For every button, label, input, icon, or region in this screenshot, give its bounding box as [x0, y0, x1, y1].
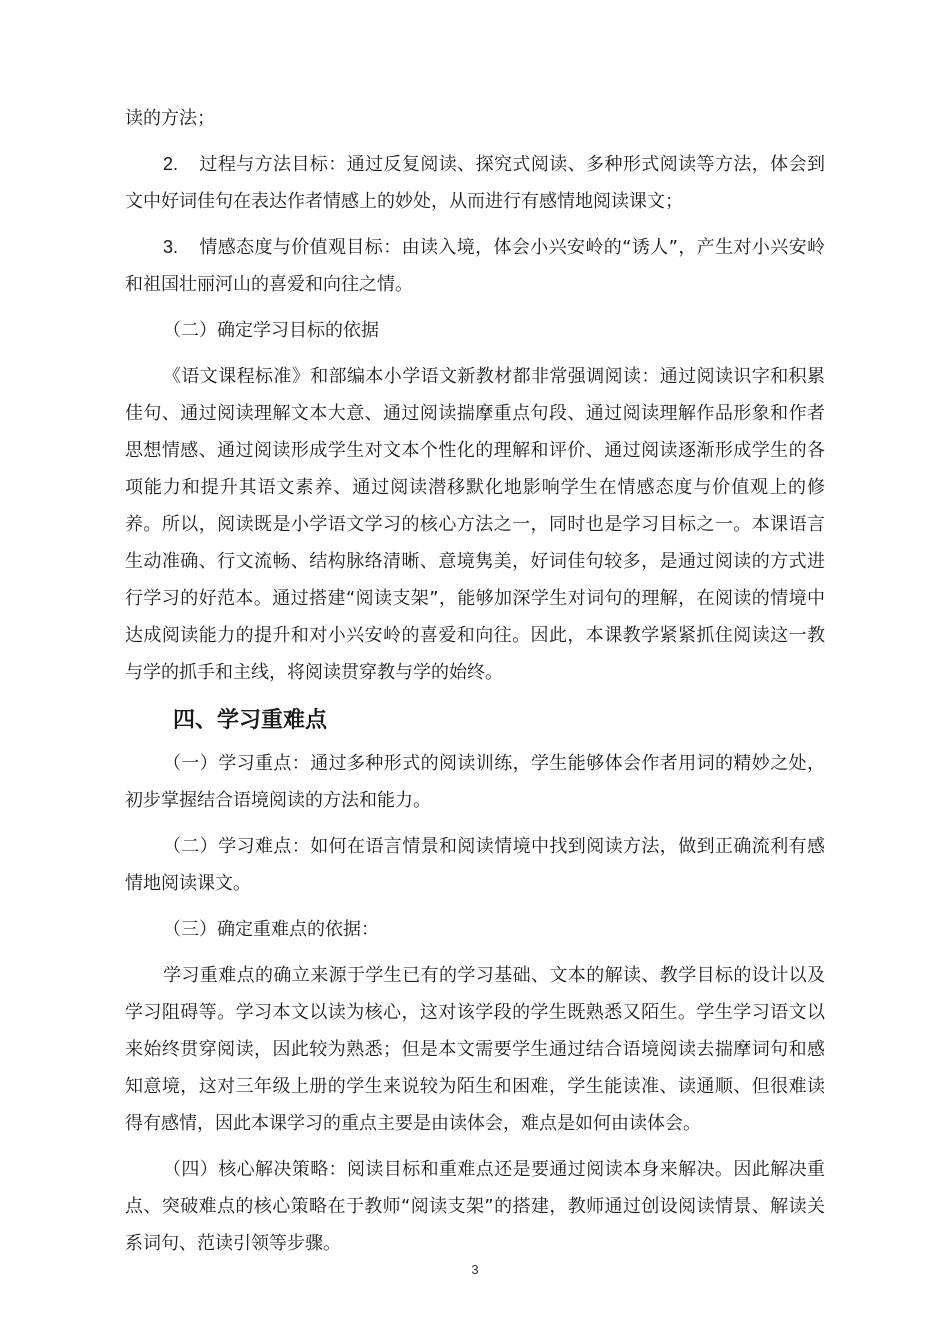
key-point-paragraph: （一）学习重点：通过多种形式的阅读训练，学生能够体会作者用词的精妙之处，初步掌握结合语境阅读的方法和能力。 [125, 753, 825, 811]
goal-2-paragraph [125, 146, 825, 220]
basis-2-paragraph: 学习重难点的确立来源于学生已有的学习基础、文本的解读、教学目标的设计以及学习阻碍等。学习本文以读为核心，这对该学段的学生既熟悉又陌生。学生学习语文以来始终贯穿阅读，因此较为熟悉；但是本文需要学生通过结合语境阅读去揣摩词句和感知意境，这对三年级上册的学生来说较为陌生和困难，学生能读准、读通顺、但很难读得有感情，因此本课学习的重点主要是由读体会，难点是如何由读体会。 [125, 965, 825, 1134]
page-number: 3 [471, 1262, 479, 1277]
basis-2-heading: （三）确定重难点的依据： [163, 919, 379, 940]
goal-2-text: 过程与方法目标：通过反复阅读、探究式阅读、多种形式阅读等方法，体会到文中好词佳句在表达作者情感上的妙处，从而进行有感情地阅读课文； [125, 154, 825, 212]
goal-3-text: 情感态度与价值观目标：由读入境，体会小兴安岭的“诱人”，产生对小兴安岭和祖国壮丽河山的喜爱和向往之情。 [125, 237, 825, 295]
document-body [125, 100, 825, 1262]
basis-paragraph: 《语文课程标准》和部编本小学语文新教材都非常强调阅读：通过阅读识字和积累佳句、通过阅读理解文本大意、通过阅读揣摩重点句段、通过阅读理解作品形象和作者思想情感、通过阅读形成学生对文本个性化的理解和评价、通过阅读逐渐形成学生的各项能力和提升其语文素养、通过阅读潜移默化地影响学生在情感态度与价值观上的修养。所以，阅读既是小学语文学习的核心方法之一，同时也是学习目标之一。本课语言生动准确、行文流畅、结构脉络清晰、意境隽美，好词佳句较多，是通过阅读的方式进行学习的好范本。通过搭建“阅读支架”，能够加深学生对词句的理解，在阅读的情境中达成阅读能力的提升和对小兴安岭的喜爱和向往。因此，本课教学紧紧抓住阅读这一教与学的抓手和主线，将阅读贯穿教与学的始终。 [125, 366, 825, 683]
strategy-paragraph: （四）核心解决策略：阅读目标和重难点还是要通过阅读本身来解决。因此解决重点、突破难点的核心策略在于教师“阅读支架”的搭建，教师通过创设阅读情景、解读关系词句、范读引领等步骤。 [125, 1159, 825, 1254]
section-4-title: 四、学习重难点 [173, 708, 328, 733]
basis-heading: （二）确定学习目标的依据 [163, 320, 379, 341]
difficult-point-paragraph: （二）学习难点：如何在语言情景和阅读情境中找到阅读方法，做到正确流利有感情地阅读课文。 [125, 836, 825, 894]
paragraph-intro: 读的方法； [125, 108, 215, 129]
goal-3-number: 3. [163, 237, 179, 257]
goal-3-paragraph [125, 229, 825, 303]
goal-2-number: 2. [163, 154, 179, 174]
